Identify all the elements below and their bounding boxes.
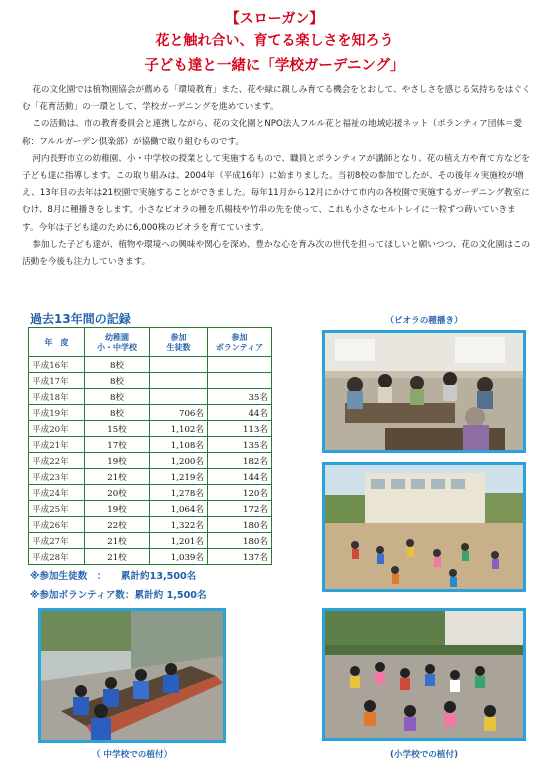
paragraph: 花の文化園では植物園協会が薦める「環境教育」また、花や緑に親しみ育てる機会をとおして、やさしさを感じる気持ちをはぐくむ「花育活動」の一環として、学校ガーデニングを進めています。: [22, 85, 531, 113]
cell-volunteers: 172名: [208, 501, 272, 517]
table-row: [29, 373, 272, 389]
cell-year: 平成27年: [29, 533, 85, 549]
cell-year: 平成26年: [29, 517, 85, 533]
cell-volunteers: 144名: [208, 469, 272, 485]
table-row: [29, 389, 272, 405]
body-text: [22, 82, 532, 271]
cell-year: 平成20年: [29, 421, 85, 437]
cell-students: [150, 389, 208, 405]
cell-schools: 19校: [85, 453, 150, 469]
cell-students: 706名: [150, 405, 208, 421]
cell-year: 平成23年: [29, 469, 85, 485]
paragraph: この活動は、市の教育委員会と連携しながら、花の文化園とNPO法人フルル花と福祉の地域応援ネット（ボランティア団体＝愛称：フルルガーデン倶楽部）が協働で取り組むものです。: [22, 119, 523, 147]
table-row: [29, 485, 272, 501]
total-students: ※参加生徒数 ： 累計約13,500名: [30, 571, 197, 582]
cell-students: 1,200名: [150, 453, 208, 469]
table-row: [29, 549, 272, 565]
cell-students: 1,064名: [150, 501, 208, 517]
cell-volunteers: [208, 373, 272, 389]
cell-volunteers: 35名: [208, 389, 272, 405]
cell-students: 1,322名: [150, 517, 208, 533]
cell-year: 平成21年: [29, 437, 85, 453]
cell-year: 平成17年: [29, 373, 85, 389]
table-row: [29, 405, 272, 421]
cell-schools: 8校: [85, 357, 150, 373]
total-volunteers: ※参加ボランティア数：累計約 1,500名: [30, 590, 207, 601]
table-row: [29, 421, 272, 437]
cell-schools: 21校: [85, 469, 150, 485]
cell-schools: 22校: [85, 517, 150, 533]
slogan-line-1: 花と触れ合い、育てる楽しさを知ろう: [155, 33, 394, 49]
cell-year: 平成16年: [29, 357, 85, 373]
photo-viola-sowing: [322, 330, 526, 453]
cell-students: [150, 357, 208, 373]
cell-year: 平成18年: [29, 389, 85, 405]
header-schools: 幼稚園 小・中学校: [85, 328, 150, 357]
cell-volunteers: 113名: [208, 421, 272, 437]
cell-year: 平成19年: [29, 405, 85, 421]
cell-schools: 19校: [85, 501, 150, 517]
cell-students: 1,102名: [150, 421, 208, 437]
cell-students: 1,219名: [150, 469, 208, 485]
header-students: 参加 生徒数: [150, 328, 208, 357]
slogan-line-2: 子ども達と一緒に「学校ガーデニング」: [144, 58, 405, 74]
cell-volunteers: 120名: [208, 485, 272, 501]
cell-year: 平成28年: [29, 549, 85, 565]
cell-schools: 20校: [85, 485, 150, 501]
table-row: [29, 453, 272, 469]
table-row: [29, 437, 272, 453]
cell-year: 平成22年: [29, 453, 85, 469]
table-row: [29, 357, 272, 373]
cell-schools: 21校: [85, 533, 150, 549]
cell-schools: 8校: [85, 405, 150, 421]
header-year: 年 度: [29, 328, 85, 357]
table-row: [29, 469, 272, 485]
photo-junior-high-planting: [38, 608, 226, 743]
cell-volunteers: 180名: [208, 533, 272, 549]
cell-schools: 17校: [85, 437, 150, 453]
caption-viola-sowing: （ビオラの種播き）: [385, 316, 463, 326]
cell-students: 1,108名: [150, 437, 208, 453]
photo-elementary-planting: [322, 608, 526, 741]
table-row: [29, 533, 272, 549]
cell-volunteers: 44名: [208, 405, 272, 421]
cell-volunteers: 137名: [208, 549, 272, 565]
caption-junior-high-planting: （ 中学校での植付）: [91, 750, 173, 760]
cell-year: 平成24年: [29, 485, 85, 501]
cell-students: 1,039名: [150, 549, 208, 565]
cell-volunteers: 180名: [208, 517, 272, 533]
records-table: [28, 327, 272, 565]
photo-school-grounds: [322, 462, 526, 592]
cell-schools: 8校: [85, 373, 150, 389]
cell-volunteers: 135名: [208, 437, 272, 453]
cell-schools: 21校: [85, 549, 150, 565]
cell-schools: 15校: [85, 421, 150, 437]
paragraph: 河内長野市立の幼稚園、小・中学校の授業として実施するもので、職員とボランティアが講師となり、花の植え方や育て方などを子ども達に指導します。この取り組みは、2004年（平成16年）に始まりました。当初8校の参加でしたが、その後年々実施校が増え、13年目の去年は21校園で実施することができました。毎年11月から12月にかけて市内の各校園で実施するガーデニング教室にむけ、8月に種播きをします。小さなビオラの種を爪楊枝や竹串の先を使って、これも小さなセルトレイに一粒ずつ蒔いていきます。今年は子ども達のために6,000株のビオラを育てています。: [22, 153, 530, 233]
slogan-heading: 【スローガン】: [225, 11, 324, 27]
cell-students: 1,201名: [150, 533, 208, 549]
records-title: 過去13年間の記録: [30, 312, 131, 326]
table-row: [29, 517, 272, 533]
paragraph: 参加した子ども達が、植物や環境への興味や関心を深め、豊かな心を育み次の世代を担ってほしいと願いつつ、花の文化園はこの活動を今後も注力していきます。: [22, 239, 531, 268]
records-table-body: [29, 357, 272, 565]
cell-volunteers: 182名: [208, 453, 272, 469]
cell-students: [150, 373, 208, 389]
cell-year: 平成25年: [29, 501, 85, 517]
table-header-row: [29, 328, 272, 357]
header-volunteers: 参加 ボランティア: [208, 328, 272, 357]
cell-schools: 8校: [85, 389, 150, 405]
caption-elementary-planting: (小学校での植付): [389, 750, 458, 760]
cell-students: 1,278名: [150, 485, 208, 501]
cell-volunteers: [208, 357, 272, 373]
table-row: [29, 501, 272, 517]
